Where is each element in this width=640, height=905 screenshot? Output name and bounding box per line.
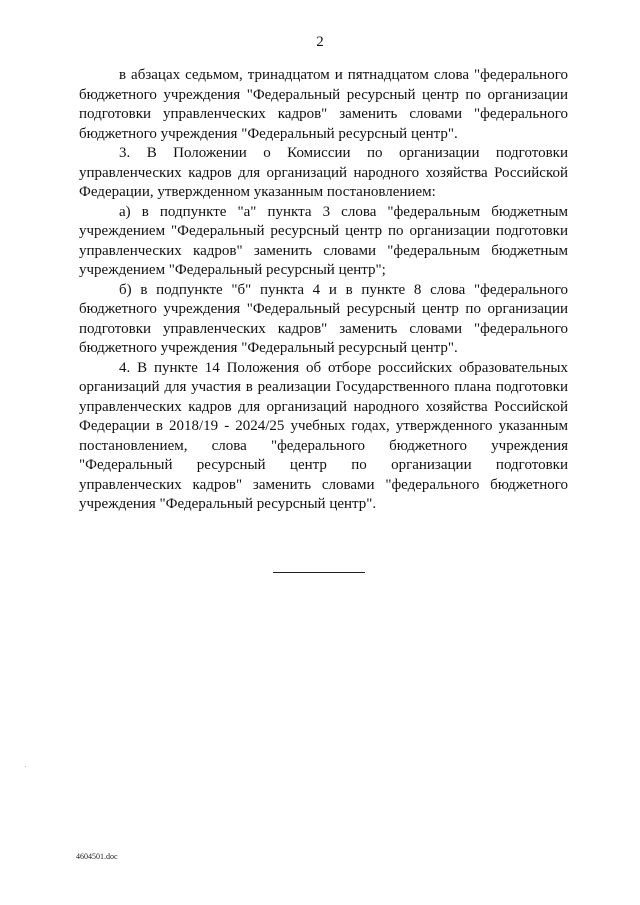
- document-body: [79, 66, 568, 515]
- scan-artifact: [25, 766, 26, 767]
- paragraph: б) в подпункте "б" пункта 4 и в пункте 8 слова "федерального бюджетного учреждения "Федеральный ресурсный центр по организации подготовки управленческих кадров" заменить словами "федерального бюджетного учреждения "Федеральный ресурсный центр".: [79, 281, 568, 356]
- paragraph: 4. В пункте 14 Положения об отборе российских образовательных организаций для участия в реализации Государственного плана подготовки управленческих кадров для организаций народного хозяйства Российской Федерации в 2018/19 - 2024/25 учебных годах, утвержденного указанным постановлением, слова "федерального бюджетного учреждения "Федеральный ресурсный центр по организации подготовки управленческих кадров" заменить словами "федерального бюджетного учреждения "Федеральный ресурсный центр".: [79, 359, 568, 512]
- paragraph: 3. В Положении о Комиссии по организации подготовки управленческих кадров для организаций народного хозяйства Российской Федерации, утвержденном указанным постановлением:: [79, 145, 568, 200]
- end-divider: [273, 572, 365, 573]
- paragraph: в абзацах седьмом, тринадцатом и пятнадцатом слова "федерального бюджетного учреждения "Федеральный ресурсный центр по организации подготовки управленческих кадров" заменить словами "федерального бюджетного учреждения "Федеральный ресурсный центр".: [79, 67, 568, 142]
- document-file-code: 4604501.doc: [76, 852, 118, 861]
- page-number: 2: [316, 34, 324, 50]
- paragraph: а) в подпункте "а" пункта 3 слова "федеральным бюджетным учреждением "Федеральный ресурсный центр по организации подготовки управленческих кадров" заменить словами "федеральным бюджетным учреждением "Федеральный ресурсный центр";: [79, 203, 568, 278]
